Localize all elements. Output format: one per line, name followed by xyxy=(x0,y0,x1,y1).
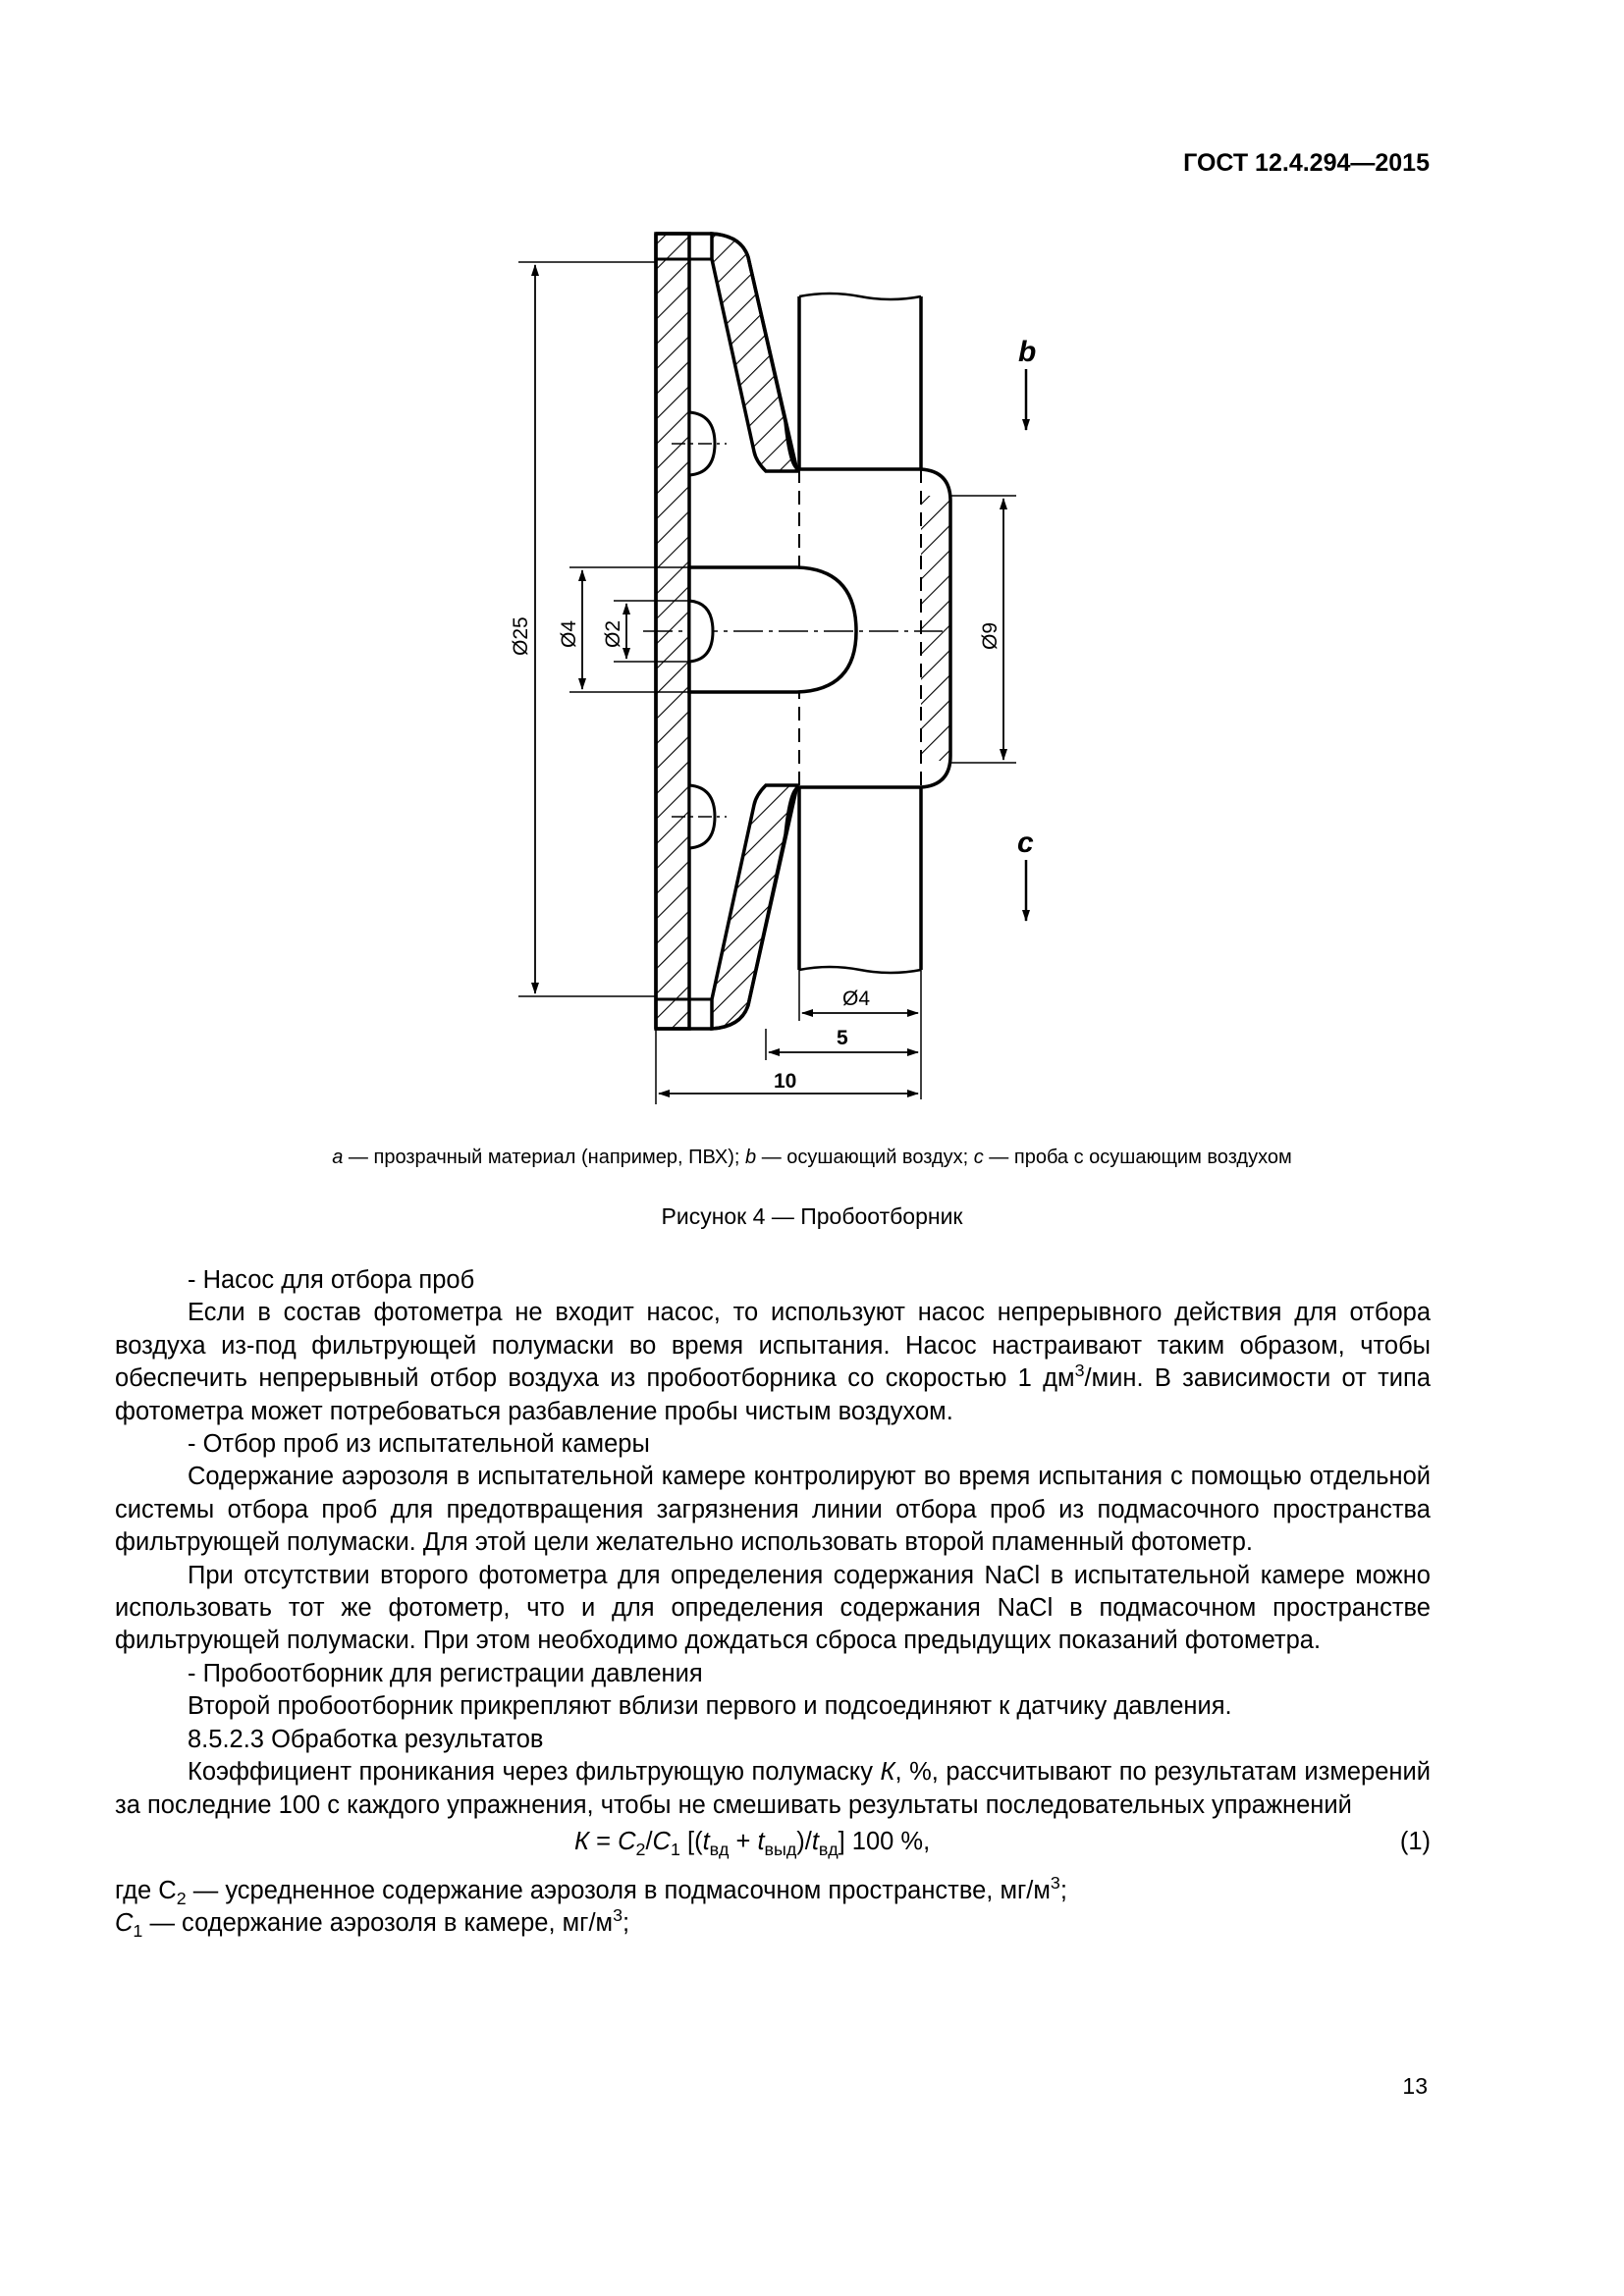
formula-expression: $К = C_2/C_1$ $[(t_{вд} + t_{выд})/t_{вд}]$ 100 %, xyxy=(574,1827,931,1860)
dim-d9-label: Ø9 xyxy=(979,621,1001,650)
paragraph: Если в состав фотометра не входит насос, то используют насос непрерывного действия для отбора воздуха из-под фильтрующей полумаски во время испытания. Насос настраивают таким образом, чтобы обеспечить непрерывный отбор воздуха из пробоотборника со скоростью 1 $дм^3$/мин. В зависимости от типа фотометра может потребоваться разбавление пробы чистым воздухом. xyxy=(115,1299,1432,1425)
paragraph: Второй пробоотборник прикрепляют вблизи первого и подсоединяют к датчику давления. xyxy=(188,1692,1232,1721)
flow-label-c: c xyxy=(1017,827,1034,859)
figure-legend: a — прозрачный материал (например, ПВХ); b — осушающий воздух; c — проба с осушающим воздухом xyxy=(332,1147,1292,1168)
lower-cone xyxy=(712,785,797,1029)
standard-header: ГОСТ 12.4.294—2015 xyxy=(1183,149,1430,177)
paragraph: Содержание аэрозоля в испытательной камере контролируют во время испытания с помощью отдельной системы отбора проб для предотвращения загрязнения линии отбора проб из подмасочного пространства фильтрующей полумаски. Для этой цели желательно использовать второй пламенный фотометр. xyxy=(115,1463,1431,1557)
paragraph: Коэффициент проникания через фильтрующую полумаску К, %, рассчитывают по результатам измерений за последние 100 с каждого упражнения, чтобы не смешивать результаты последовательных упражнений xyxy=(115,1758,1431,1819)
dim-d2-label: Ø2 xyxy=(602,619,624,648)
central-channel xyxy=(689,567,856,692)
page-number: 13 xyxy=(1402,2073,1428,2099)
paragraph: При отсутствии второго фотометра для определения содержания NaCl в испытательной камере можно использовать тот же фотометр, что и для определения содержания NaCl в подмасочном пространстве фильтрующей полумаски. При этом необходимо дождаться сброса предыдущих показаний фотометра. xyxy=(115,1561,1431,1655)
right-wall xyxy=(921,496,950,761)
paragraph: - Пробоотборник для регистрации давления xyxy=(188,1659,703,1687)
formula-1 xyxy=(115,1826,1431,1861)
dim-d25-label: Ø25 xyxy=(510,616,532,656)
where-c2: где $C_2$ — усредненное содержание аэрозоля в подмасочном пространстве, $мг/м^3$; xyxy=(115,1873,1067,1909)
figure-title: Рисунок 4 — Пробоотборник xyxy=(661,1203,963,1229)
dim-d4-left-label: Ø4 xyxy=(558,619,580,648)
upper-cone xyxy=(712,234,797,471)
dim-5-label: 5 xyxy=(837,1027,848,1049)
section-heading: 8.5.2.3 Обработка результатов xyxy=(188,1725,544,1753)
dim-10-label: 10 xyxy=(774,1070,797,1093)
dim-d4-bottom-label: Ø4 xyxy=(842,988,871,1010)
paragraph: - Отбор проб из испытательной камеры xyxy=(188,1430,650,1459)
flow-label-b: b xyxy=(1018,336,1037,368)
paragraph: - Насос для отбора проб xyxy=(188,1266,475,1294)
where-c1: $C_1$ — содержание аэрозоля в камере, $мг/м^3$; xyxy=(115,1905,630,1942)
sampler-drawing xyxy=(0,0,1624,1139)
body-text xyxy=(115,1264,1431,1941)
formula-number: (1) xyxy=(1399,1827,1431,1855)
